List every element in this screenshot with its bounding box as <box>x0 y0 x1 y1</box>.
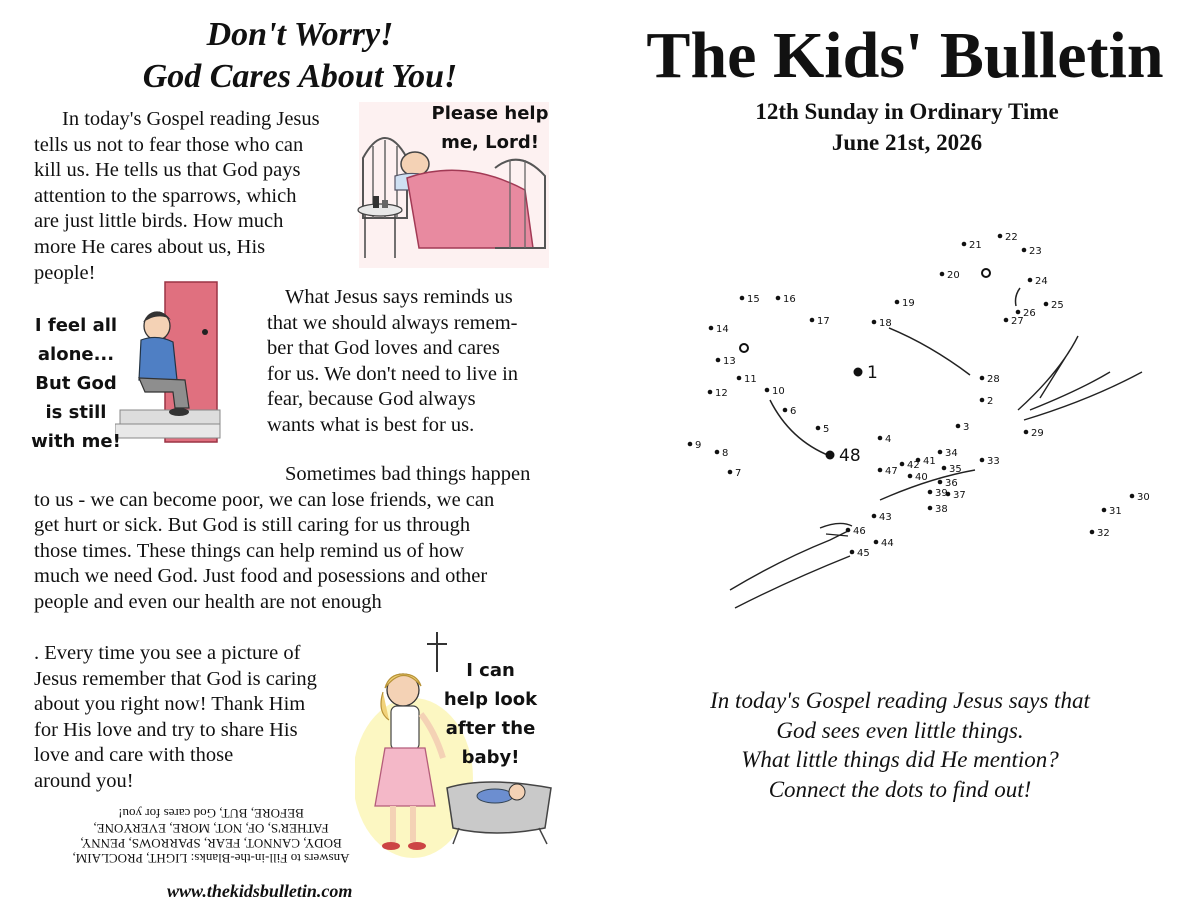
dot-label-44: 44 <box>881 538 894 549</box>
dot-5 <box>816 426 821 431</box>
caption-baby: I can help look after the baby! <box>443 660 538 768</box>
dot-label-41: 41 <box>923 456 936 467</box>
dot-label-34: 34 <box>945 448 958 459</box>
dot-label-9: 9 <box>695 440 702 451</box>
dot-48 <box>826 451 835 460</box>
website-link[interactable]: www.thekidsbulletin.com <box>167 881 353 901</box>
dot-16 <box>776 296 781 301</box>
dot-open-marker-2 <box>982 269 990 277</box>
dot-35 <box>942 466 947 471</box>
dot-label-32: 32 <box>1097 528 1110 539</box>
dot-label-45: 45 <box>857 548 870 559</box>
dot-label-43: 43 <box>879 512 892 523</box>
dot-23 <box>1022 248 1027 253</box>
dot-8 <box>715 450 720 455</box>
dot-38 <box>928 506 933 511</box>
dots-layer <box>688 232 1150 559</box>
dot-label-26: 26 <box>1023 308 1036 319</box>
caption-please-help: Please help me, Lord! <box>431 103 549 153</box>
dot-27 <box>1004 318 1009 323</box>
dot-label-18: 18 <box>879 318 892 329</box>
dot-label-36: 36 <box>945 478 958 489</box>
dot-21 <box>962 242 967 247</box>
title-line-1: Don't Worry! <box>206 16 394 53</box>
dot-label-28: 28 <box>987 374 1000 385</box>
printed-tail-feathers <box>1018 336 1110 410</box>
dot-9 <box>688 442 693 447</box>
dot-label-8: 8 <box>722 448 729 459</box>
dot-label-3: 3 <box>963 422 970 433</box>
dot-6 <box>783 408 788 413</box>
dot-19 <box>895 300 900 305</box>
dot-1 <box>854 368 863 377</box>
printed-line-wing <box>770 400 830 456</box>
paragraph-3: Sometimes bad things happen to us - we can become poor, we can lose friends, we can get hurt or sick. But God is still caring for us through those times. These things can help remind us of how much we need God. Just food and posessions and other people and even our health are not enough <box>34 463 531 613</box>
dot-label-47: 47 <box>885 466 898 477</box>
dot-47 <box>878 468 883 473</box>
dot-34 <box>938 450 943 455</box>
dot-28 <box>980 376 985 381</box>
dot-label-20: 20 <box>947 270 960 281</box>
dot-3 <box>956 424 961 429</box>
paragraph-1: In today's Gospel reading Jesus tells us not to fear those who can kill us. He tells us that God pays attention to the sparrows, which are just little birds. How much more He cares about us, His people! <box>34 108 320 284</box>
bulletin-title: The Kids' Bulletin <box>646 19 1164 92</box>
dot-26 <box>1016 310 1021 315</box>
dot-label-14: 14 <box>716 324 729 335</box>
dot-44 <box>874 540 879 545</box>
dot-42 <box>900 462 905 467</box>
dot-20 <box>940 272 945 277</box>
dot-4 <box>878 436 883 441</box>
dot-label-29: 29 <box>1031 428 1044 439</box>
dot-label-7: 7 <box>735 468 742 479</box>
dot-label-19: 19 <box>902 298 915 309</box>
dot-label-10: 10 <box>772 386 785 397</box>
upside-down-answers: Answers to Fill-in-the-Blanks: LIGHT, PROCLAIM, BODY, CANNOT, FEAR, SPARROWS, PENNY, FATHER'S, OF, NOT, MORE, EVERYONE, BEFORE, BUT, God cares for you! <box>72 806 350 866</box>
dot-40 <box>908 474 913 479</box>
dot-label-6: 6 <box>790 406 797 417</box>
dot-31 <box>1102 508 1107 513</box>
puzzle-instructions: In today's Gospel reading Jesus says that God sees even little things. What little things did He mention? Connect the dots to find out! <box>710 688 1090 802</box>
dot-label-38: 38 <box>935 504 948 515</box>
dot-label-23: 23 <box>1029 246 1042 257</box>
dot-15 <box>740 296 745 301</box>
dot-10 <box>765 388 770 393</box>
dot-12 <box>708 390 713 395</box>
dot-label-35: 35 <box>949 464 962 475</box>
dot-43 <box>872 514 877 519</box>
dot-46 <box>846 528 851 533</box>
sunday-name: 12th Sunday in Ordinary Time <box>755 99 1059 124</box>
dot-label-31: 31 <box>1109 506 1122 517</box>
dot-29 <box>1024 430 1029 435</box>
dot-label-48: 48 <box>839 446 861 466</box>
dot-24 <box>1028 278 1033 283</box>
dot-30 <box>1130 494 1135 499</box>
paragraph-2: What Jesus says reminds us that we should always remem- ber that God loves and cares for us. We don't need to live in fear, because God always wants what is best for us. <box>267 286 519 436</box>
dot-label-22: 22 <box>1005 232 1018 243</box>
dot-13 <box>716 358 721 363</box>
dot-label-24: 24 <box>1035 276 1048 287</box>
dot-label-39: 39 <box>935 488 948 499</box>
sunday-date: June 21st, 2026 <box>831 130 983 155</box>
dot-label-42: 42 <box>907 460 920 471</box>
dot-label-21: 21 <box>969 240 982 251</box>
dot-label-40: 40 <box>915 472 928 483</box>
dot-label-1: 1 <box>867 363 878 383</box>
dot-32 <box>1090 530 1095 535</box>
dot-2 <box>980 398 985 403</box>
dot-22 <box>998 234 1003 239</box>
dot-33 <box>980 458 985 463</box>
dot-label-11: 11 <box>744 374 757 385</box>
dot-45 <box>850 550 855 555</box>
dot-14 <box>709 326 714 331</box>
dot-25 <box>1044 302 1049 307</box>
printed-line-head <box>889 328 970 375</box>
dot-label-37: 37 <box>953 490 966 501</box>
dot-label-15: 15 <box>747 294 760 305</box>
dot-label-13: 13 <box>723 356 736 367</box>
dot-39 <box>928 490 933 495</box>
dot-7 <box>728 470 733 475</box>
printed-line-beak <box>1016 288 1021 306</box>
dot-open-marker-1 <box>740 344 748 352</box>
dot-label-16: 16 <box>783 294 796 305</box>
dot-18 <box>872 320 877 325</box>
dot-11 <box>737 376 742 381</box>
dot-label-33: 33 <box>987 456 1000 467</box>
dot-label-30: 30 <box>1137 492 1150 503</box>
dot-label-5: 5 <box>823 424 830 435</box>
paragraph-4: . Every time you see a picture of Jesus remember that God is caring about you right now! Thank Him for His love and try to share His love and care with those around you! <box>34 642 317 792</box>
caption-alone: I feel all alone... But God is still with me! <box>31 315 121 452</box>
dot-36 <box>938 480 943 485</box>
dot-label-27: 27 <box>1011 316 1024 327</box>
title-line-2: God Cares About You! <box>142 58 458 95</box>
dot-label-12: 12 <box>715 388 728 399</box>
dot-label-2: 2 <box>987 396 994 407</box>
dot-label-4: 4 <box>885 434 892 445</box>
dot-label-46: 46 <box>853 526 866 537</box>
dot-label-25: 25 <box>1051 300 1064 311</box>
dot-label-17: 17 <box>817 316 830 327</box>
dot-17 <box>810 318 815 323</box>
